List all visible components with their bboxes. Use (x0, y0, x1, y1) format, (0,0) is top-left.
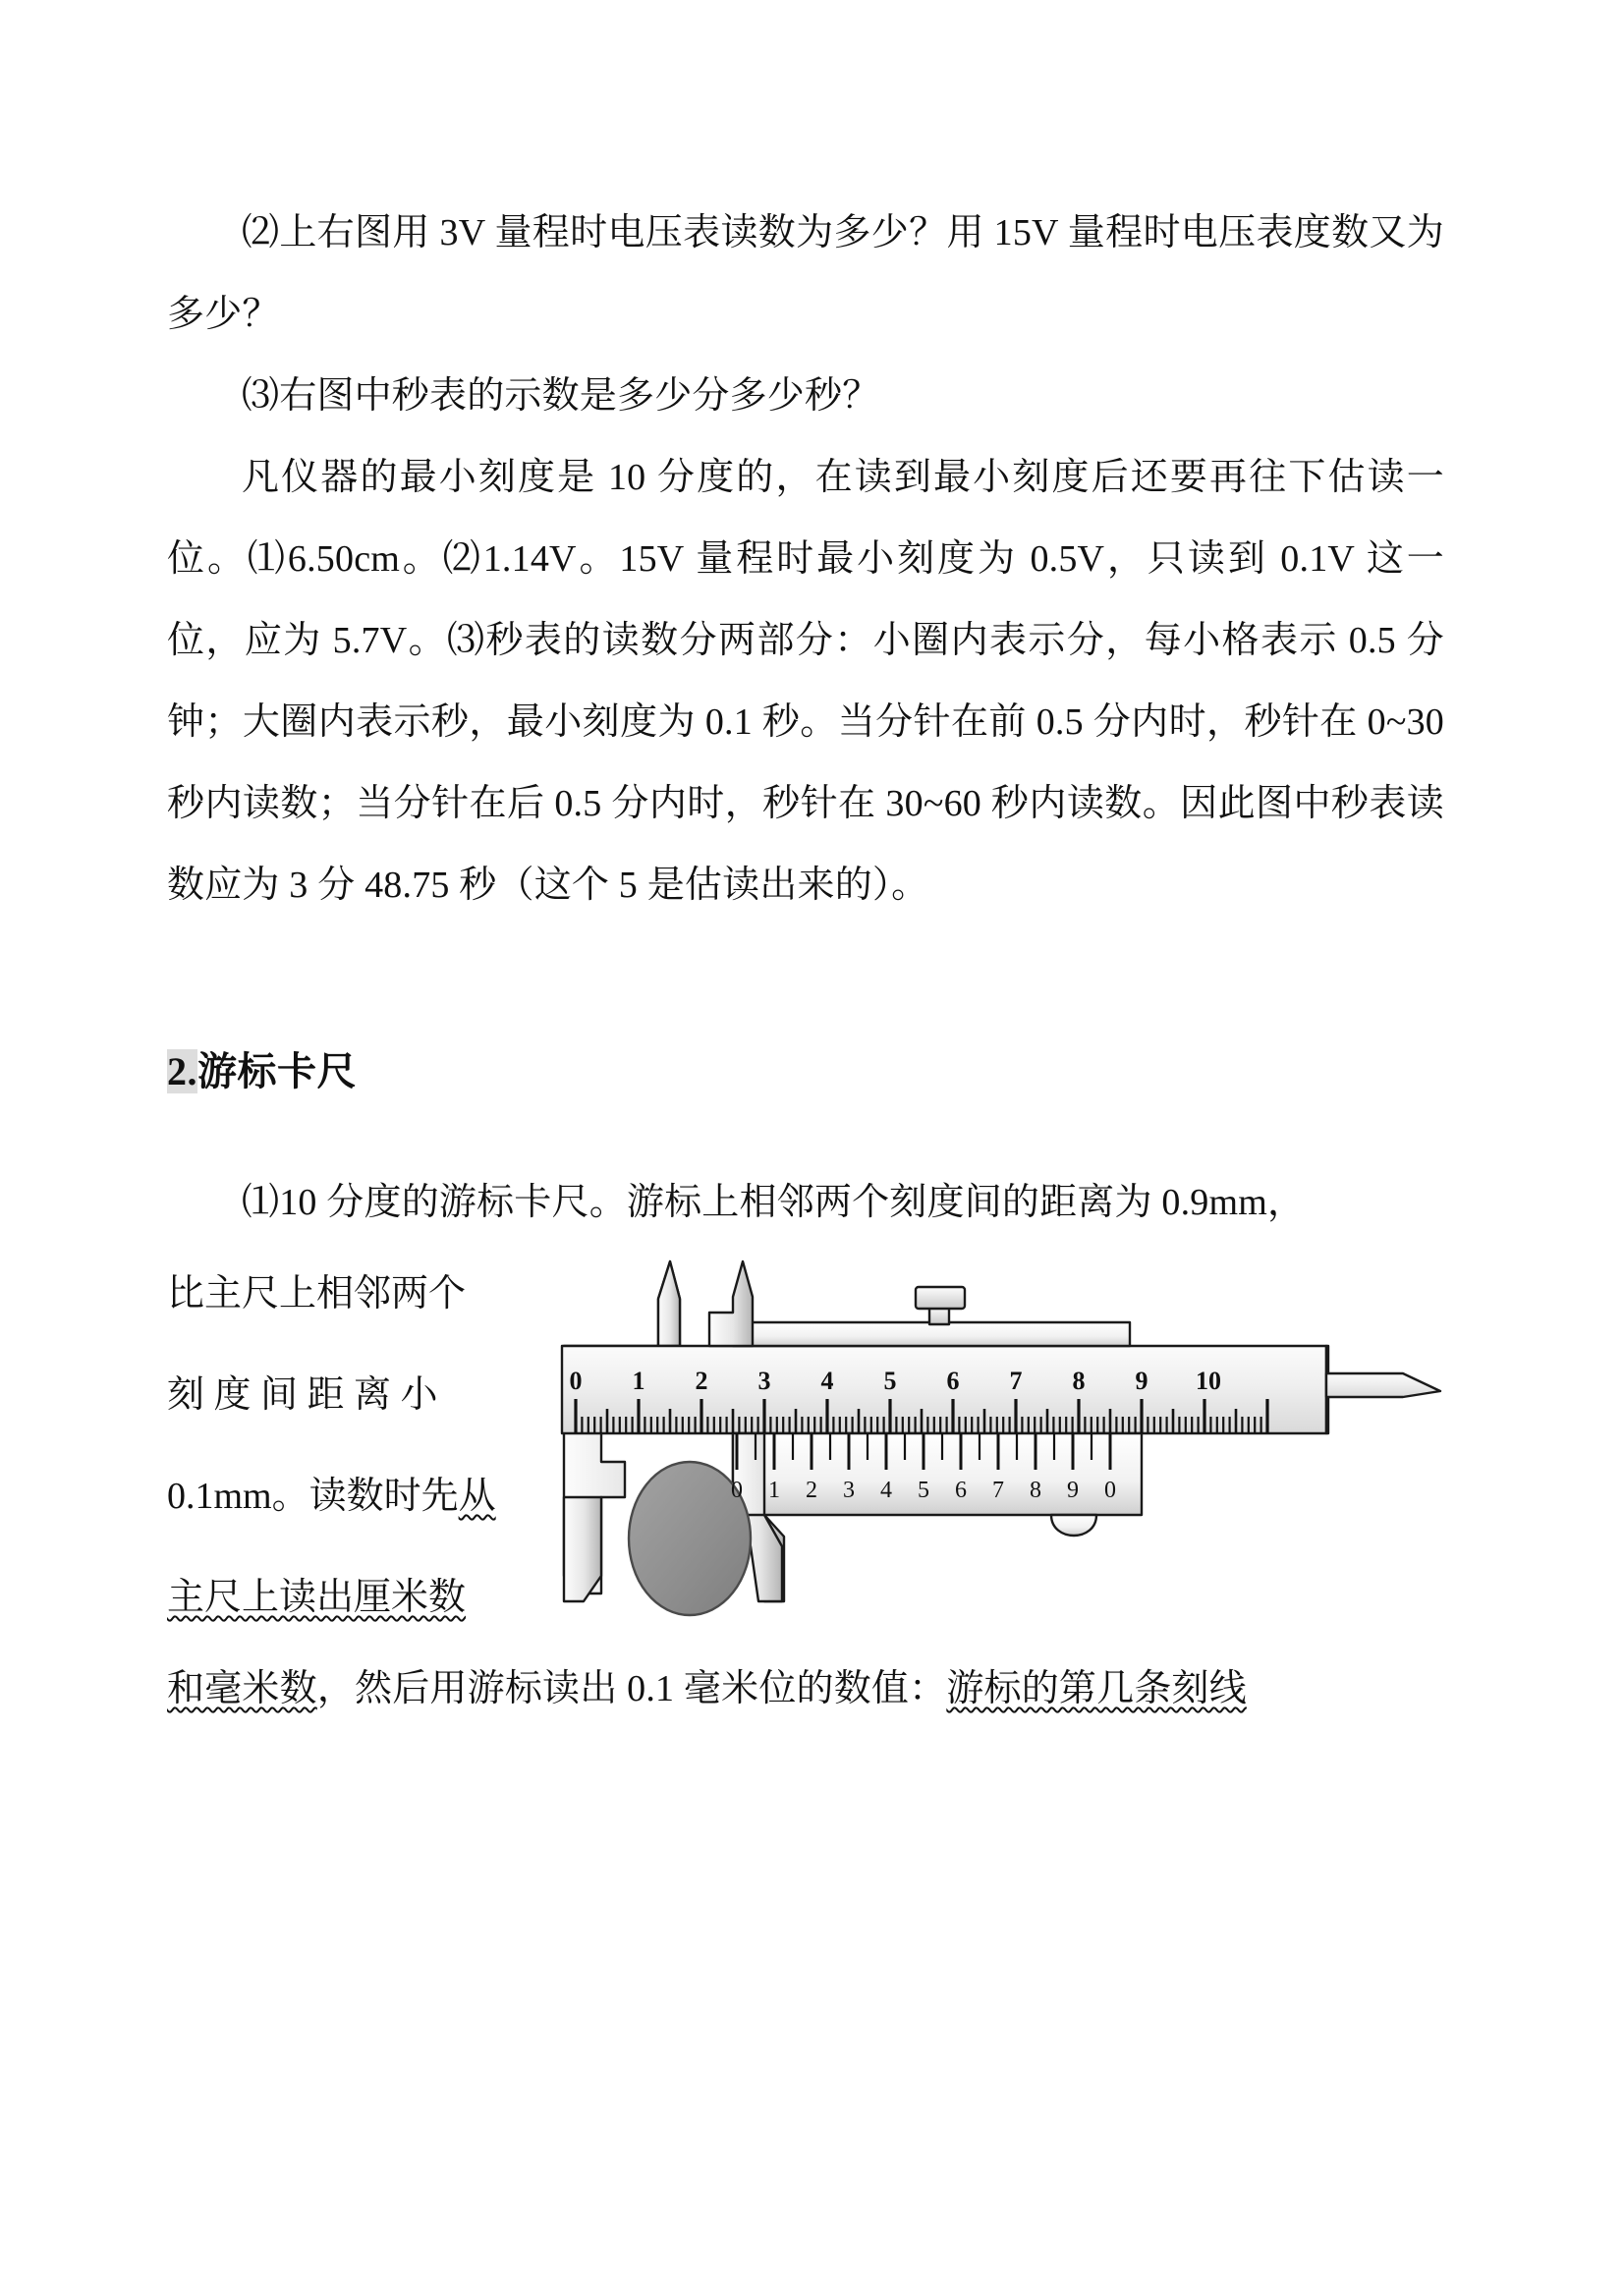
wrap-text-line-3-emphasis: 从 (458, 1476, 496, 1517)
vernier-scale-label-2: 2 (806, 1478, 817, 1503)
wrap-text-line-3 (167, 1446, 501, 1547)
main-scale-label-4: 4 (820, 1367, 834, 1395)
paragraph-answer-explanation: 凡仪器的最小刻度是 10 分度的，在读到最小刻度后还要再往下估读一位。⑴6.50cm。⑵1.14V。15V 量程时最小刻度为 0.5V，只读到 0.1V 这一位，应为 5.7V。⑶秒表的读数分两部分：小圈内表示分，每小格表示 0.5 分钟；大圈内表示秒，最小刻度为 0.1 秒。当分针在前 0.5 分内时，秒针在 0~30 秒内读数；当分针在后 0.5 分内时，秒针在 30~60 秒内读数。因此图中秒表读数应为 3 分 48.75 秒（这个 5 是估读出来的）。 (167, 457, 1444, 906)
wrap-text-line-4-emphasis: 主尺上读出厘米数 (167, 1577, 467, 1618)
figure-vernier-caliper (540, 1252, 1444, 1623)
section-heading-vernier-caliper (167, 1042, 1444, 1101)
wrap-text-line-4 (167, 1547, 501, 1649)
section-heading-number: 2. (167, 1049, 197, 1093)
main-scale-label-1: 1 (632, 1367, 645, 1395)
last-line-plain: ，然后用游标读出 0.1 毫米位的数值： (316, 1668, 947, 1709)
fixed-jaw-lower-blade (564, 1497, 601, 1601)
vernier-scale-label-8: 8 (1030, 1478, 1041, 1503)
wrap-text-line-2: 刻 度 间 距 离 小 (167, 1374, 438, 1416)
vernier-caliper-svg (540, 1252, 1444, 1623)
depth-rod (1326, 1373, 1440, 1397)
paragraph-question-2: ⑵上右图用 3V 量程时电压表读数为多少？用 15V 量程时电压表度数又为多少？ (167, 212, 1444, 335)
paragraph-vernier-last-line (167, 1649, 1444, 1730)
slider-top-bar (733, 1322, 1130, 1346)
main-scale-label-5: 5 (883, 1367, 897, 1395)
figure-vernier-caliper-container (540, 1252, 1444, 1623)
main-scale-label-3: 3 (757, 1367, 771, 1395)
paragraph-question-3: ⑶右图中秒表的示数是多少分多少秒？ (242, 375, 880, 417)
heading-spacer-above (167, 926, 1444, 1042)
vernier-scale-label-9: 9 (1067, 1478, 1079, 1503)
vernier-scale-label-5: 5 (918, 1478, 929, 1503)
main-scale-label-10: 10 (1196, 1367, 1221, 1395)
lock-screw-head (916, 1287, 965, 1309)
vernier-scale-label-7: 7 (992, 1478, 1004, 1503)
heading-spacer-below (167, 1101, 1444, 1162)
vernier-scale-label-10: 0 (1104, 1478, 1116, 1503)
vernier-scale-label-6: 6 (955, 1478, 967, 1503)
wrap-text-line-3-plain: 0.1mm。读数时先 (167, 1476, 459, 1517)
last-line-emphasis-a: 和毫米数 (167, 1668, 317, 1709)
section-heading-title: 游标卡尺 (197, 1049, 357, 1093)
main-scale-label-2: 2 (695, 1367, 708, 1395)
main-scale-label-7: 7 (1009, 1367, 1023, 1395)
vernier-thumb-grip (1051, 1515, 1096, 1536)
wrap-text-line-1: 比主尺上相邻两个 (167, 1273, 467, 1314)
document-body (167, 193, 1444, 1730)
main-scale-label-9: 9 (1135, 1367, 1148, 1395)
vernier-scale-label-3: 3 (843, 1478, 855, 1503)
last-line-emphasis-b: 游标的第几条刻线 (946, 1668, 1247, 1709)
vernier-figure-text-wrap (167, 1244, 1444, 1649)
slider-upper-knife (709, 1261, 753, 1346)
main-scale-label-8: 8 (1072, 1367, 1086, 1395)
main-scale-label-0: 0 (569, 1367, 583, 1395)
fixed-jaw-upper-knife (658, 1261, 680, 1346)
vernier-scale-label-0: 0 (731, 1478, 743, 1503)
vernier-scale-label-1: 1 (768, 1478, 780, 1503)
vernier-scale-label-4: 4 (880, 1478, 892, 1503)
paragraph-vernier-intro: ⑴10 分度的游标卡尺。游标上相邻两个刻度间的距离为 0.9mm， (242, 1182, 1306, 1223)
vernier-plate (733, 1433, 1142, 1515)
main-scale-label-6: 6 (946, 1367, 960, 1395)
